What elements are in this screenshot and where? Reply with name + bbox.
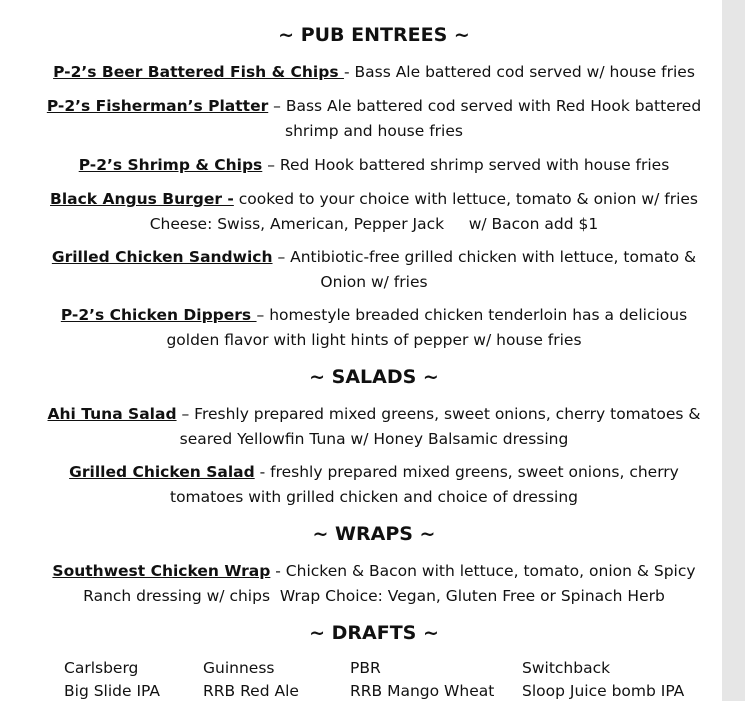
draft-beer: Sloop Juice bomb IPA xyxy=(522,682,685,700)
item-description: - Bass Ale battered cod served w/ house fries xyxy=(343,63,695,81)
section-title-drafts: ~ DRAFTS ~ xyxy=(309,622,439,644)
item-name: P-2’s Beer Battered Fish & Chips xyxy=(53,63,344,81)
menu-item-black-angus-burger xyxy=(0,187,722,237)
menu-item-shrimp-and-chips xyxy=(0,153,722,178)
menu-item-chicken-dippers xyxy=(0,303,722,353)
section-title-salads: ~ SALADS ~ xyxy=(309,366,439,388)
item-description-cont: Ranch dressing w/ chips Wrap Choice: Vegan, Gluten Free or Spinach Herb xyxy=(83,587,665,605)
item-description-cont: golden flavor with light hints of pepper w/ house fries xyxy=(166,331,582,349)
item-description: – Red Hook battered shrimp served with house fries xyxy=(262,156,670,174)
drafts-row xyxy=(64,657,714,680)
item-description: – Freshly prepared mixed greens, sweet onions, cherry tomatoes & xyxy=(176,405,701,423)
menu-item-grilled-chicken-sandwich xyxy=(0,245,722,295)
item-name: Grilled Chicken Salad xyxy=(69,463,255,481)
menu-item-fish-and-chips xyxy=(0,60,722,85)
drafts-row xyxy=(64,680,714,701)
item-description-cont: Onion w/ fries xyxy=(320,273,428,291)
menu-item-ahi-tuna-salad xyxy=(0,402,722,452)
drafts-list xyxy=(64,657,714,701)
item-name: P-2’s Fisherman’s Platter xyxy=(46,97,269,115)
item-description: – Antibiotic-free grilled chicken with lettuce, tomato & xyxy=(272,248,697,266)
draft-beer: RRB Mango Wheat xyxy=(350,682,495,700)
item-description-cont: shrimp and house fries xyxy=(285,122,463,140)
item-description: – homestyle breaded chicken tenderloin has a delicious xyxy=(256,306,688,324)
draft-beer: Guinness xyxy=(203,659,275,677)
menu-item-southwest-chicken-wrap xyxy=(0,559,722,609)
menu-item-grilled-chicken-salad xyxy=(0,460,722,510)
menu-item-fishermans-platter xyxy=(0,94,722,144)
draft-beer: Switchback xyxy=(522,659,611,677)
draft-beer: Big Slide IPA xyxy=(64,682,160,700)
section-title-wraps: ~ WRAPS ~ xyxy=(312,523,436,545)
draft-beer: PBR xyxy=(350,659,381,677)
item-description: - Chicken & Bacon with lettuce, tomato, onion & Spicy xyxy=(270,562,696,580)
draft-beer: RRB Red Ale xyxy=(203,682,299,700)
draft-beer: Carlsberg xyxy=(64,659,139,677)
item-name: Grilled Chicken Sandwich xyxy=(51,248,273,266)
item-description-cont: Cheese: Swiss, American, Pepper Jack w/ Bacon add $1 xyxy=(149,215,599,233)
item-description: – Bass Ale battered cod served with Red Hook battered xyxy=(268,97,702,115)
item-name: P-2’s Shrimp & Chips xyxy=(78,156,263,174)
item-name: Southwest Chicken Wrap xyxy=(52,562,271,580)
item-name: Ahi Tuna Salad xyxy=(47,405,177,423)
item-name: P-2’s Chicken Dippers xyxy=(60,306,257,324)
section-title-pub-entrees: ~ PUB ENTREES ~ xyxy=(278,24,470,46)
item-description: - freshly prepared mixed greens, sweet onions, cherry xyxy=(254,463,679,481)
item-description-cont: seared Yellowfin Tuna w/ Honey Balsamic dressing xyxy=(179,430,569,448)
item-description-cont: tomatoes with grilled chicken and choice of dressing xyxy=(170,488,578,506)
item-name: Black Angus Burger - xyxy=(50,190,234,208)
item-description: cooked to your choice with lettuce, tomato & onion w/ fries xyxy=(233,190,698,208)
